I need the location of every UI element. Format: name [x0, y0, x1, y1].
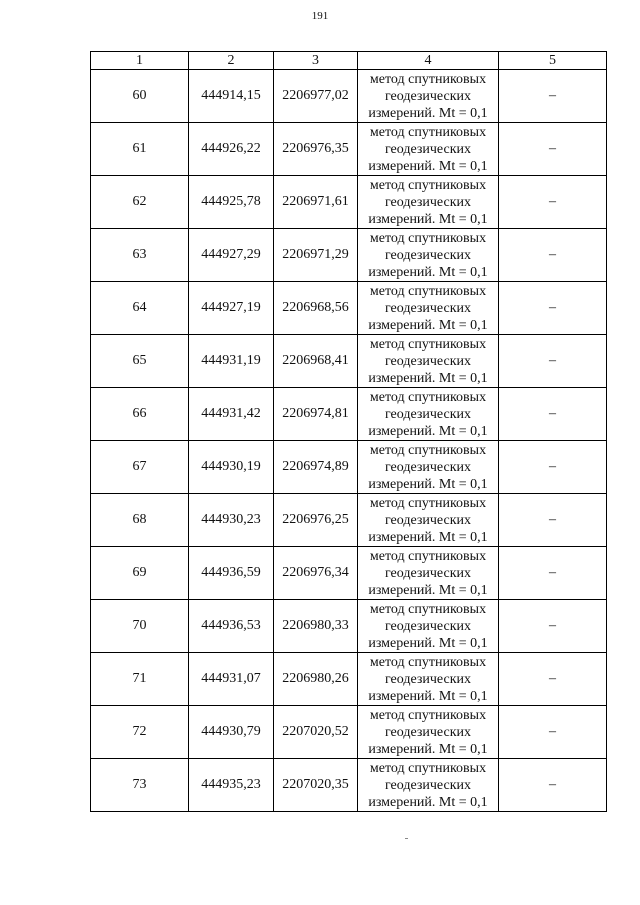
method-line: геодезических: [384, 88, 471, 104]
method-line: геодезических: [384, 194, 471, 210]
y-coordinate-cell: 2206976,34: [274, 547, 358, 600]
header-col-3: 3: [274, 52, 358, 70]
method-line: измерений. Mt = 0,1: [368, 211, 488, 227]
table-row: [91, 706, 607, 759]
y-coordinate-cell: 2206976,25: [274, 494, 358, 547]
method-line: измерений. Mt = 0,1: [368, 370, 488, 386]
scan-mark: [405, 838, 408, 839]
header-row: [91, 52, 607, 70]
method-line: измерений. Mt = 0,1: [368, 158, 488, 174]
header-col-5: 5: [499, 52, 607, 70]
method-line: метод спутниковых: [369, 283, 487, 299]
x-coordinate-cell: 444936,59: [189, 547, 274, 600]
method-line: геодезических: [384, 777, 471, 793]
method-cell: [358, 494, 499, 547]
point-number-cell: 66: [91, 388, 189, 441]
method-line: измерений. Mt = 0,1: [368, 529, 488, 545]
table-row: [91, 759, 607, 812]
table-body: [91, 70, 607, 812]
method-line: измерений. Mt = 0,1: [368, 582, 488, 598]
y-coordinate-cell: 2207020,52: [274, 706, 358, 759]
y-coordinate-cell: 2207020,35: [274, 759, 358, 812]
note-cell: –: [499, 653, 607, 706]
method-cell: [358, 653, 499, 706]
method-line: измерений. Mt = 0,1: [368, 264, 488, 280]
method-line: измерений. Mt = 0,1: [368, 317, 488, 333]
x-coordinate-cell: 444927,29: [189, 229, 274, 282]
method-line: геодезических: [384, 671, 471, 687]
point-number-cell: 63: [91, 229, 189, 282]
method-line: метод спутниковых: [369, 548, 487, 564]
point-number-cell: 70: [91, 600, 189, 653]
point-number-cell: 71: [91, 653, 189, 706]
note-cell: –: [499, 494, 607, 547]
x-coordinate-cell: 444931,19: [189, 335, 274, 388]
point-number-cell: 73: [91, 759, 189, 812]
method-line: измерений. Mt = 0,1: [368, 741, 488, 757]
x-coordinate-cell: 444931,07: [189, 653, 274, 706]
method-cell: [358, 706, 499, 759]
y-coordinate-cell: 2206968,56: [274, 282, 358, 335]
method-cell: [358, 176, 499, 229]
table-row: [91, 176, 607, 229]
x-coordinate-cell: 444914,15: [189, 70, 274, 123]
table-row: [91, 229, 607, 282]
x-coordinate-cell: 444935,23: [189, 759, 274, 812]
method-cell: [358, 282, 499, 335]
method-line: геодезических: [384, 618, 471, 634]
method-line: измерений. Mt = 0,1: [368, 688, 488, 704]
note-cell: –: [499, 388, 607, 441]
table-row: [91, 547, 607, 600]
method-line: геодезических: [384, 724, 471, 740]
method-line: геодезических: [384, 141, 471, 157]
method-line: метод спутниковых: [369, 760, 487, 776]
method-cell: [358, 441, 499, 494]
y-coordinate-cell: 2206968,41: [274, 335, 358, 388]
method-line: измерений. Mt = 0,1: [368, 794, 488, 810]
y-coordinate-cell: 2206974,89: [274, 441, 358, 494]
y-coordinate-cell: 2206980,33: [274, 600, 358, 653]
method-line: геодезических: [384, 247, 471, 263]
note-cell: –: [499, 229, 607, 282]
note-cell: –: [499, 176, 607, 229]
table-row: [91, 70, 607, 123]
note-cell: –: [499, 600, 607, 653]
table-row: [91, 494, 607, 547]
method-line: метод спутниковых: [369, 707, 487, 723]
point-number-cell: 62: [91, 176, 189, 229]
table-row: [91, 441, 607, 494]
method-cell: [358, 759, 499, 812]
method-line: метод спутниковых: [369, 177, 487, 193]
header-col-1: 1: [91, 52, 189, 70]
method-cell: [358, 335, 499, 388]
y-coordinate-cell: 2206971,29: [274, 229, 358, 282]
method-line: метод спутниковых: [369, 336, 487, 352]
page-number: 191: [311, 10, 329, 22]
x-coordinate-cell: 444925,78: [189, 176, 274, 229]
method-cell: [358, 547, 499, 600]
method-line: метод спутниковых: [369, 654, 487, 670]
method-line: геодезических: [384, 353, 471, 369]
method-line: измерений. Mt = 0,1: [368, 635, 488, 651]
method-line: геодезических: [384, 565, 471, 581]
table-row: [91, 335, 607, 388]
x-coordinate-cell: 444930,79: [189, 706, 274, 759]
method-cell: [358, 388, 499, 441]
x-coordinate-cell: 444930,19: [189, 441, 274, 494]
y-coordinate-cell: 2206976,35: [274, 123, 358, 176]
method-cell: [358, 229, 499, 282]
x-coordinate-cell: 444927,19: [189, 282, 274, 335]
table-row: [91, 388, 607, 441]
point-number-cell: 69: [91, 547, 189, 600]
y-coordinate-cell: 2206977,02: [274, 70, 358, 123]
point-number-cell: 64: [91, 282, 189, 335]
method-line: метод спутниковых: [369, 230, 487, 246]
method-line: метод спутниковых: [369, 389, 487, 405]
coordinates-table: [90, 51, 607, 812]
method-line: метод спутниковых: [369, 601, 487, 617]
note-cell: –: [499, 335, 607, 388]
note-cell: –: [499, 547, 607, 600]
method-line: метод спутниковых: [369, 442, 487, 458]
note-cell: –: [499, 282, 607, 335]
x-coordinate-cell: 444930,23: [189, 494, 274, 547]
method-line: геодезических: [384, 512, 471, 528]
point-number-cell: 67: [91, 441, 189, 494]
method-line: геодезических: [384, 406, 471, 422]
x-coordinate-cell: 444936,53: [189, 600, 274, 653]
note-cell: –: [499, 706, 607, 759]
note-cell: –: [499, 70, 607, 123]
method-line: измерений. Mt = 0,1: [368, 423, 488, 439]
header-col-4: 4: [358, 52, 499, 70]
y-coordinate-cell: 2206980,26: [274, 653, 358, 706]
table-row: [91, 653, 607, 706]
method-cell: [358, 123, 499, 176]
x-coordinate-cell: 444926,22: [189, 123, 274, 176]
table-row: [91, 600, 607, 653]
note-cell: –: [499, 759, 607, 812]
method-line: измерений. Mt = 0,1: [368, 105, 488, 121]
method-line: метод спутниковых: [369, 71, 487, 87]
method-line: геодезических: [384, 300, 471, 316]
note-cell: –: [499, 123, 607, 176]
point-number-cell: 60: [91, 70, 189, 123]
point-number-cell: 72: [91, 706, 189, 759]
note-cell: –: [499, 441, 607, 494]
table-row: [91, 282, 607, 335]
y-coordinate-cell: 2206971,61: [274, 176, 358, 229]
method-line: метод спутниковых: [369, 495, 487, 511]
method-line: метод спутниковых: [369, 124, 487, 140]
point-number-cell: 68: [91, 494, 189, 547]
table-row: [91, 123, 607, 176]
point-number-cell: 61: [91, 123, 189, 176]
method-cell: [358, 600, 499, 653]
y-coordinate-cell: 2206974,81: [274, 388, 358, 441]
method-cell: [358, 70, 499, 123]
method-line: геодезических: [384, 459, 471, 475]
method-line: измерений. Mt = 0,1: [368, 476, 488, 492]
point-number-cell: 65: [91, 335, 189, 388]
header-col-2: 2: [189, 52, 274, 70]
x-coordinate-cell: 444931,42: [189, 388, 274, 441]
